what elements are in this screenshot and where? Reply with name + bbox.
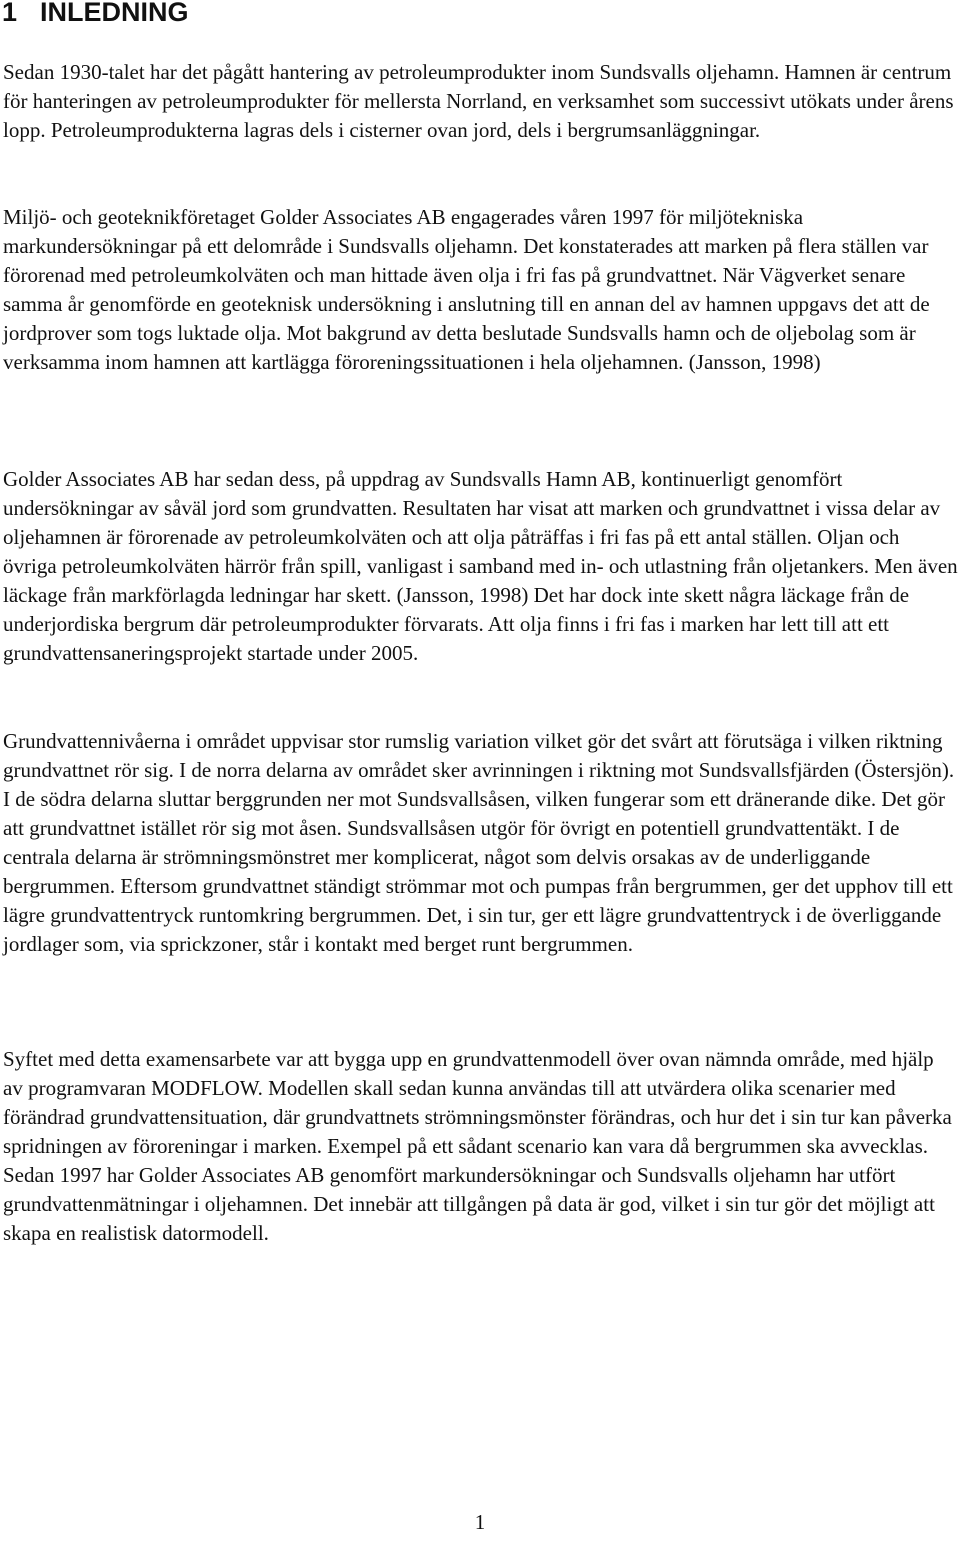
paragraph-investigations: Golder Associates AB har sedan dess, på uppdrag av Sundsvalls Hamn AB, kontinuerligt genomfört undersökningar av såväl jord som grundvatten. Resultaten har visat att marken och grundvattnet i vissa delar av oljehamnen är förorenade av petroleumkolväten och att olja påträffas i fri fas på ett antal ställen. Oljan och övriga petroleumkolväten härrör från spill, vanligast i samband med in- och utlastning från oljetankers. Men även läckage från markförlagda ledningar har skett. (Jansson, 1998) Det har dock inte skett några läckage från de underjordiska bergrum där petroleumprodukter förvarats. Att olja finns i fri fas i marken har lett till att ett grundvattensaneringsprojekt startade under 2005.: [3, 467, 958, 665]
paragraph-golder-engagement: Miljö- och geoteknikföretaget Golder Associates AB engagerades våren 1997 för miljötekniska markundersökningar på ett delområde i Sundsvalls oljehamn. Det konstaterades att marken på flera ställen var förorenad med petroleumkolväten och man hittade även olja i fri fas på grundvattnet. När Vägverket senare samma år genomförde en geoteknisk undersökning i anslutning till en annan del av hamnen uppgavs det att de jordprover som togs luktade olja. Mot bakgrund av detta beslutade Sundsvalls hamn och de oljebolag som är verksamma inom hamnen att kartlägga föroreningssituationen i hela oljehamnen. (Jansson, 1998): [3, 205, 930, 374]
paragraph-history: Sedan 1930-talet har det pågått hantering av petroleumprodukter inom Sundsvalls oljehamn. Hamnen är centrum för hanteringen av petroleumprodukter för mellersta Norrland, en verksamhet som successivt utökats under årens lopp. Petroleumprodukterna lagras dels i cisterner ovan jord, dels i bergrumsanläggningar.: [3, 60, 954, 142]
section-title: INLEDNING: [40, 0, 189, 27]
section-heading: [2, 0, 189, 30]
section-number: 1: [2, 0, 18, 27]
paragraph-groundwater-levels: Grundvattennivåerna i området uppvisar stor rumslig variation vilket gör det svårt att förutsäga i vilken riktning grundvattnet rör sig. I de norra delarna av området sker avrinningen i riktning mot Sundsvallsfjärden (Östersjön). I de södra delarna sluttar berggrunden ner mot Sundsvallsåsen, vilken fungerar som ett dränerande dike. Det gör att grundvattnet istället rör sig mot åsen. Sundsvallsåsen utgör för övrigt en potentiell grundvattentäkt. I de centrala delarna är strömningsmönstret mer komplicerat, något som delvis orsakas av de underliggande bergrummen. Eftersom grundvattnet ständigt strömmar mot och pumpas från bergrummen, ger det upphov till ett lägre grundvattentryck runtomkring bergrummen. Det, i sin tur, ger ett lägre grundvattentryck i de överliggande jordlager som, via sprickzoner, står i kontakt med berget runt bergrummen.: [3, 729, 955, 956]
paragraph-purpose: Syftet med detta examensarbete var att bygga upp en grundvattenmodell över ovan nämnda område, med hjälp av programvaran MODFLOW. Modellen skall sedan kunna användas till att utvärdera olika scenarier med förändrad grundvattensituation, där grundvattnets strömningsmönster förändras, och hur det i sin tur kan påverka spridningen av föroreningar i marken. Exempel på ett sådant scenario kan vara då bergrummen ska avvecklas. Sedan 1997 har Golder Associates AB genomfört markundersökningar och Sundsvalls oljehamn har utfört grundvattenmätningar i oljehamnen. Det innebär att tillgången på data är god, vilket i sin tur gör det möjligt att skapa en realistisk datormodell.: [3, 1047, 952, 1245]
page-number: 1: [474, 1510, 486, 1534]
